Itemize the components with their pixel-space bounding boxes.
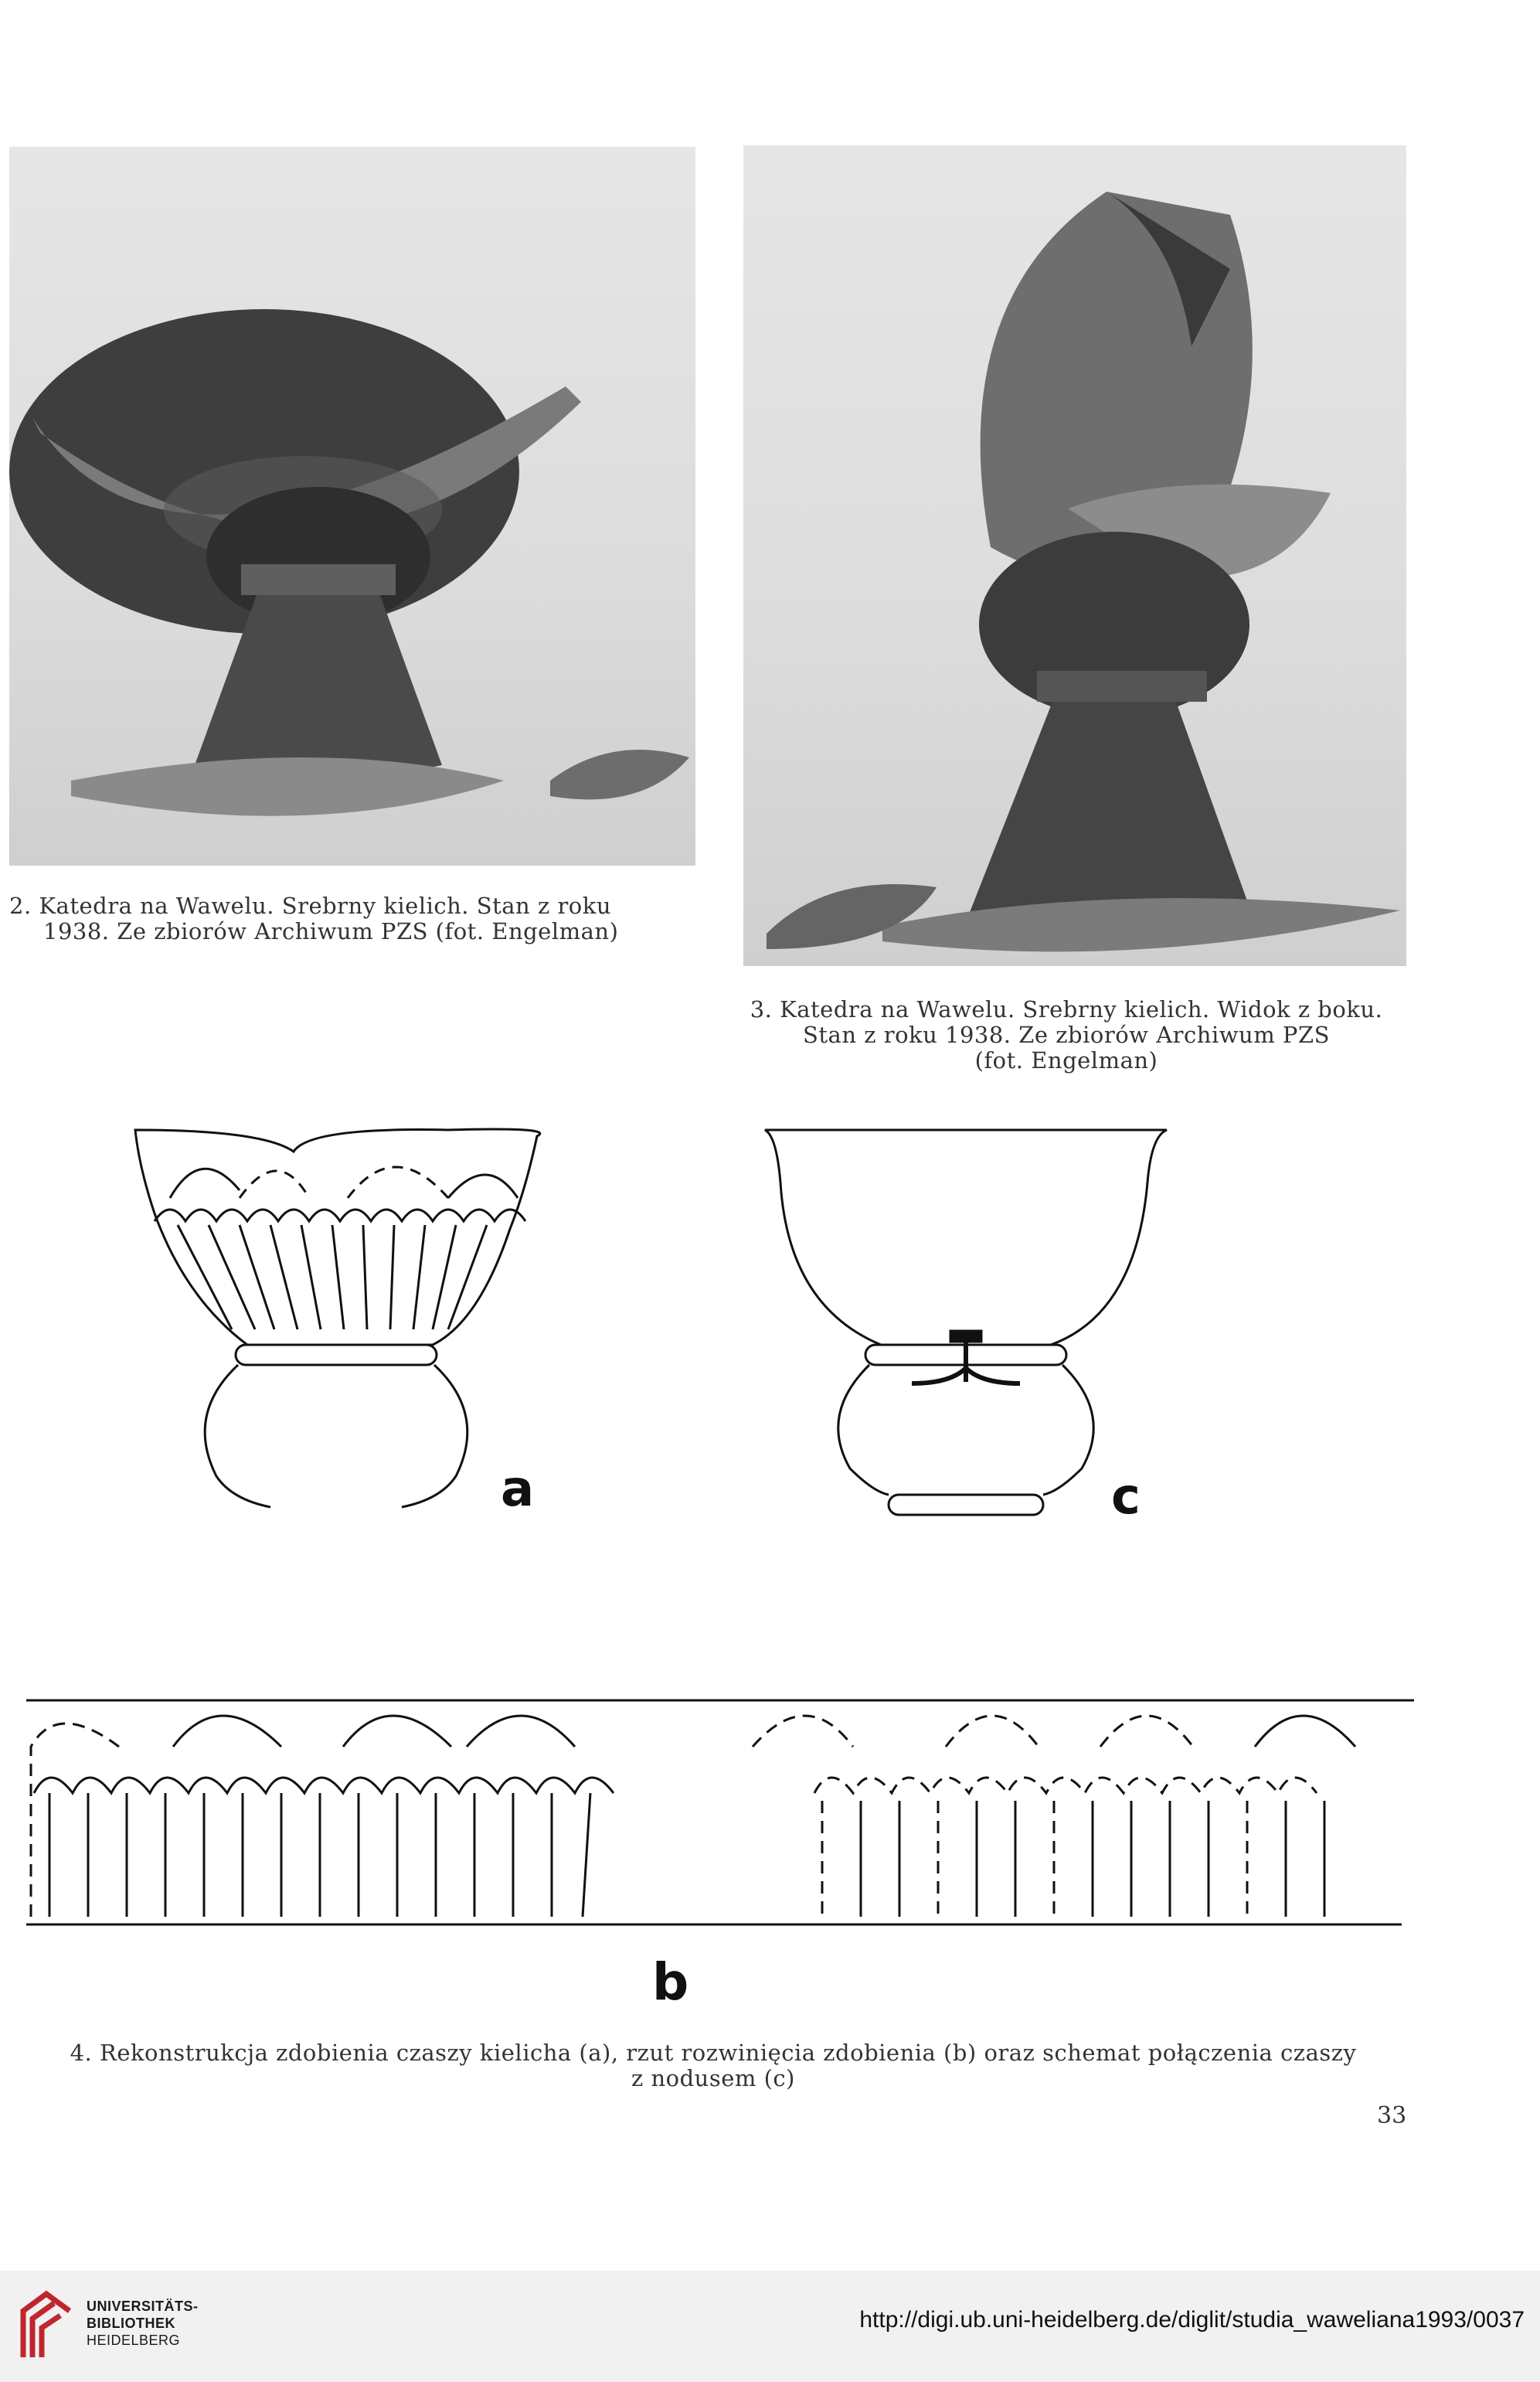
- figure-3-photo: [743, 145, 1406, 966]
- figure-3-caption-line-2: Stan z roku 1938. Ze zbiorów Archiwum PZS: [803, 1022, 1330, 1048]
- library-name-line-1: UNIVERSITÄTS-: [87, 2299, 199, 2314]
- figure-3-caption-line-3: (fot. Engelman): [974, 1047, 1158, 1074]
- figure-3-caption: [719, 997, 1414, 1074]
- library-name-line-2: BIBLIOTHEK: [87, 2316, 175, 2331]
- figure-2-caption-line-1: 2. Katedra na Wawelu. Srebrny kielich. Stan z roku: [9, 893, 612, 919]
- library-name-line-3: HEIDELBERG: [87, 2333, 181, 2348]
- drawing-b-unrolled-decoration: [26, 1685, 1414, 1932]
- page-number: 33: [1377, 2102, 1407, 2129]
- drawing-c-label: c: [1111, 1468, 1141, 1526]
- figure-4-caption-line-1: 4. Rekonstrukcja zdobienia czaszy kielicha (a), rzut rozwinięcia zdobienia (b) oraz schemat połączenia czaszy: [70, 2040, 1357, 2066]
- drawing-a-label: a: [501, 1461, 535, 1518]
- drawing-a-cup-decoration: [124, 1121, 556, 1523]
- figure-2-caption-line-2: 1938. Ze zbiorów Archiwum PZS (fot. Engelman): [43, 918, 619, 944]
- figure-3-caption-line-1: 3. Katedra na Wawelu. Srebrny kielich. Widok z boku.: [750, 996, 1383, 1023]
- figure-4-caption-line-2: z nodusem (c): [631, 2065, 795, 2091]
- library-logo-icon: [15, 2288, 77, 2365]
- source-url-link[interactable]: http://digi.ub.uni-heidelberg.de/diglit/studia_waweliana1993/0037: [859, 2307, 1525, 2333]
- figure-2-caption: [9, 893, 697, 944]
- library-name: [87, 2298, 199, 2349]
- figure-2-photo: [9, 147, 695, 866]
- figure-4-caption: [12, 2040, 1414, 2091]
- drawing-b-label: b: [652, 1952, 689, 2012]
